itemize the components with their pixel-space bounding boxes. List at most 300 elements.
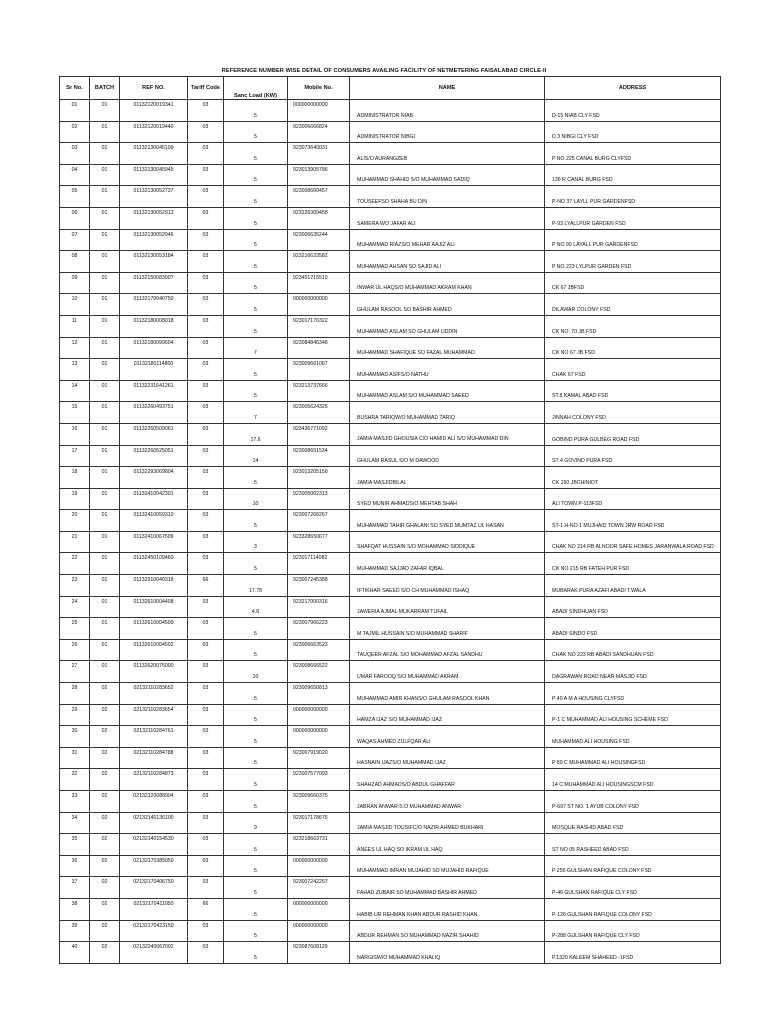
- consumer-address-cell: [545, 251, 721, 273]
- ref-no: 01132130045945: [133, 166, 174, 173]
- ref-no: 01132180008018: [133, 317, 174, 324]
- sr-no-cell: [60, 402, 90, 424]
- ref-no: 01132231641261: [133, 382, 174, 389]
- tariff-code: 03: [202, 469, 209, 476]
- table-row: [60, 423, 721, 445]
- consumer-name-cell: [350, 898, 545, 920]
- sr-no-cell: [60, 100, 90, 122]
- mobile-no: 923226309455: [293, 209, 328, 216]
- batch: 01: [101, 404, 108, 411]
- sr-no-cell: [60, 488, 90, 510]
- consumer-address: P.1320 KALEEM SHAHEED -1FSD: [552, 954, 634, 961]
- table-row: [60, 920, 721, 942]
- batch: 01: [101, 512, 108, 519]
- batch-cell: [90, 423, 120, 445]
- ref-no: 01132260525051: [133, 447, 174, 454]
- table-row: [60, 294, 721, 316]
- sr-no-cell: [60, 618, 90, 640]
- consumer-name-cell: [350, 251, 545, 273]
- sanc-load-cell: [224, 294, 288, 316]
- ref-no-cell: [120, 380, 188, 402]
- consumer-address-cell: [545, 898, 721, 920]
- consumer-name-cell: [350, 812, 545, 834]
- tariff-code-cell: [188, 510, 224, 532]
- sanc-load: 5: [254, 263, 257, 270]
- consumer-name: JAMIA MASJIDBILAL: [357, 479, 407, 486]
- consumer-address: MOSQUE RASHID ABAD FSD: [552, 825, 624, 832]
- mobile-no-cell: [288, 920, 350, 942]
- consumer-address-cell: [545, 683, 721, 705]
- sanc-load-cell: [224, 920, 288, 942]
- tariff-code-cell: [188, 553, 224, 575]
- mobile-no: 923008651534: [293, 447, 328, 454]
- sanc-load-cell: [224, 791, 288, 813]
- ref-no-cell: [120, 359, 188, 381]
- sr-no: 40: [71, 944, 78, 951]
- sr-no: 15: [71, 404, 78, 411]
- mobile-no-cell: [288, 575, 350, 597]
- consumer-name-cell: [350, 618, 545, 640]
- ref-no: 02132110283652: [133, 685, 174, 692]
- consumer-name: MUHAMMAD SAJJAD ZAFAR IQBAL: [357, 566, 444, 573]
- mobile-no: 000000000000: [293, 102, 328, 108]
- sanc-load: 5: [254, 846, 257, 853]
- consumer-address-cell: [545, 488, 721, 510]
- tariff-code: 03: [202, 166, 209, 173]
- consumer-name: M TAJMIL HUSSAIN S/O MUHAMMAD SHARIF: [357, 630, 468, 637]
- table-row: [60, 143, 721, 165]
- sr-no-cell: [60, 164, 90, 186]
- consumer-name: IFTIKHAR SAEED S/O CH MUHAMMAD ISHAQ: [357, 587, 470, 594]
- ref-no-cell: [120, 207, 188, 229]
- table-row: [60, 229, 721, 251]
- batch: 02: [101, 706, 108, 713]
- consumer-address-cell: [545, 877, 721, 899]
- ref-no-cell: [120, 639, 188, 661]
- table-row: [60, 639, 721, 661]
- ref-no: 01132180114800: [133, 361, 174, 368]
- consumer-address: P 40 A M A HOUSING CLYFSD: [552, 695, 625, 702]
- batch-cell: [90, 143, 120, 165]
- ref-no: 01132410059310: [133, 512, 174, 519]
- sanc-load-cell: [224, 359, 288, 381]
- batch-cell: [90, 877, 120, 899]
- sanc-load-cell: [224, 877, 288, 899]
- header-sr: Sr No.: [60, 77, 90, 100]
- ref-no-cell: [120, 747, 188, 769]
- sanc-load-cell: [224, 467, 288, 489]
- consumer-name-cell: [350, 121, 545, 143]
- ref-no: 01132130053184: [133, 253, 174, 260]
- mobile-no: 000000000000: [293, 922, 328, 929]
- sr-no: 11: [71, 317, 78, 324]
- consumer-address-cell: [545, 834, 721, 856]
- mobile-no: 923007577093: [293, 771, 328, 778]
- table-row: [60, 942, 721, 964]
- ref-no-cell: [120, 445, 188, 467]
- consumer-address-cell: [545, 186, 721, 208]
- ref-no-cell: [120, 683, 188, 705]
- consumer-name-cell: [350, 359, 545, 381]
- batch-cell: [90, 726, 120, 748]
- consumer-name: JAWERIA AJMAL MUKARRAM TUFAIL: [357, 609, 448, 616]
- sanc-load-cell: [224, 661, 288, 683]
- consumer-name-cell: [350, 553, 545, 575]
- sanc-load: 5: [254, 652, 257, 659]
- consumer-name: JAMIA MASJID GHOUSIA C/O HAMID ALI S/O MUHAMMAD DIN: [357, 436, 509, 443]
- batch: 02: [101, 944, 108, 951]
- ref-no: 01132130052946: [133, 231, 174, 238]
- mobile-no-cell: [288, 812, 350, 834]
- ref-no-cell: [120, 251, 188, 273]
- consumer-name: MUHAMMAD SHAHID S/O MUHAMMAD SADIQ: [357, 177, 470, 184]
- sr-no: 09: [71, 274, 78, 281]
- ref-no: 02132110283654: [133, 706, 174, 713]
- consumer-name-cell: [350, 445, 545, 467]
- sanc-load: 5: [254, 328, 257, 335]
- batch: 02: [101, 879, 108, 886]
- sr-no: 04: [71, 166, 78, 173]
- sanc-load: 5: [254, 782, 257, 788]
- ref-no: 01132610004502: [133, 641, 174, 648]
- sr-no-cell: [60, 942, 90, 964]
- tariff-code: 03: [202, 533, 209, 540]
- batch-cell: [90, 100, 120, 122]
- mobile-no: 923009660375: [293, 793, 328, 799]
- mobile-no: 923008660457: [293, 188, 328, 195]
- batch-cell: [90, 834, 120, 856]
- tariff-code: 03: [202, 382, 209, 389]
- sanc-load: 5: [254, 889, 257, 896]
- mobile-no-cell: [288, 877, 350, 899]
- sr-no-cell: [60, 898, 90, 920]
- tariff-code-cell: [188, 877, 224, 899]
- tariff-code: 03: [202, 274, 209, 281]
- tariff-code: 03: [202, 296, 209, 303]
- consumer-name-cell: [350, 510, 545, 532]
- tariff-code-cell: [188, 726, 224, 748]
- batch: 01: [101, 641, 108, 648]
- sanc-load: 7: [254, 414, 257, 421]
- tariff-code-cell: [188, 531, 224, 553]
- table-row: [60, 877, 721, 899]
- mobile-no-cell: [288, 488, 350, 510]
- consumer-name-cell: [350, 877, 545, 899]
- sr-no: 01: [71, 102, 78, 108]
- mobile-no-cell: [288, 315, 350, 337]
- sr-no: 27: [71, 663, 78, 670]
- tariff-code-cell: [188, 251, 224, 273]
- consumer-name-cell: [350, 942, 545, 964]
- batch-cell: [90, 553, 120, 575]
- mobile-no-cell: [288, 596, 350, 618]
- sanc-load: 5: [254, 371, 257, 378]
- sr-no: 17: [71, 447, 78, 454]
- tariff-code-cell: [188, 683, 224, 705]
- tariff-code-cell: [188, 272, 224, 294]
- consumer-address-cell: [545, 164, 721, 186]
- table-row: [60, 380, 721, 402]
- ref-no-cell: [120, 898, 188, 920]
- table-row: [60, 898, 721, 920]
- mobile-no: 923005624325: [293, 404, 328, 411]
- mobile-no-cell: [288, 380, 350, 402]
- consumer-address-cell: [545, 467, 721, 489]
- ref-no: 02132170406750: [133, 879, 174, 886]
- sanc-load-cell: [224, 402, 288, 424]
- mobile-no-cell: [288, 402, 350, 424]
- sanc-load-cell: [224, 942, 288, 964]
- sanc-load: 5: [254, 717, 257, 724]
- batch: 01: [101, 469, 108, 476]
- sr-no: 06: [71, 209, 78, 216]
- consumer-name: SHAHZAD AHMADS/O ABDUL GHAFFAR: [357, 782, 455, 788]
- batch-cell: [90, 207, 120, 229]
- tariff-code: 03: [202, 188, 209, 195]
- consumer-address-cell: [545, 423, 721, 445]
- tariff-code: 66: [202, 900, 209, 907]
- sanc-load: 5: [254, 954, 257, 961]
- tariff-code-cell: [188, 812, 224, 834]
- batch-cell: [90, 510, 120, 532]
- consumer-address-cell: [545, 618, 721, 640]
- mobile-no: 923017170322: [293, 317, 328, 324]
- batch-cell: [90, 618, 120, 640]
- sr-no: 14: [71, 382, 78, 389]
- consumer-address-cell: [545, 920, 721, 942]
- mobile-no-cell: [288, 769, 350, 791]
- mobile-no-cell: [288, 942, 350, 964]
- mobile-no: 923328650677: [293, 533, 328, 540]
- consumer-address: ABADI SINDO FSD: [552, 630, 598, 637]
- sr-no: 26: [71, 641, 78, 648]
- consumer-name: ADMINISTRATOR NIBGI: [357, 134, 416, 141]
- sanc-load: 5: [254, 198, 257, 205]
- sr-no: 13: [71, 361, 78, 368]
- table-row: [60, 272, 721, 294]
- tariff-code-cell: [188, 791, 224, 813]
- tariff-code-cell: [188, 467, 224, 489]
- ref-no: 02132170423150: [133, 922, 174, 929]
- sanc-load-cell: [224, 510, 288, 532]
- sanc-load: 5: [254, 695, 257, 702]
- sanc-load: 10: [252, 674, 259, 681]
- batch: 01: [101, 296, 108, 303]
- sr-no: 10: [71, 296, 78, 303]
- consumer-address: ST-1 H-NO 1 MUJHAID TOWN JRW ROAD FSD: [552, 522, 665, 529]
- tariff-code: 03: [202, 857, 209, 864]
- batch-cell: [90, 898, 120, 920]
- table-row: [60, 510, 721, 532]
- batch-cell: [90, 272, 120, 294]
- sr-no-cell: [60, 553, 90, 575]
- ref-no: 01132130052737: [133, 188, 174, 195]
- batch: 02: [101, 857, 108, 864]
- mobile-no: 923007966223: [293, 620, 328, 627]
- ref-no-cell: [120, 596, 188, 618]
- batch-cell: [90, 251, 120, 273]
- mobile-no: 923007919020: [293, 749, 328, 756]
- consumer-name-cell: [350, 726, 545, 748]
- sr-no-cell: [60, 445, 90, 467]
- ref-no-cell: [120, 855, 188, 877]
- ref-no: 02132170385050: [133, 857, 174, 864]
- ref-no: 01132260493751: [133, 404, 174, 411]
- batch: 01: [101, 620, 108, 627]
- batch: 01: [101, 663, 108, 670]
- consumer-name: SAMERA WO JAFAR ALI: [357, 220, 416, 227]
- tariff-code-cell: [188, 423, 224, 445]
- ref-no: 01132450109460: [133, 555, 174, 562]
- mobile-no: 923013205150: [293, 469, 328, 476]
- consumer-name-cell: [350, 855, 545, 877]
- ref-no: 01132260509061: [133, 425, 174, 432]
- header-row: [60, 77, 721, 100]
- batch-cell: [90, 380, 120, 402]
- sanc-load-cell: [224, 553, 288, 575]
- sanc-load-cell: [224, 272, 288, 294]
- consumer-address: 14 C MUHAMMAD ALI HOUSINGSCM FSD: [552, 782, 654, 788]
- table-row: [60, 553, 721, 575]
- mobile-no-cell: [288, 229, 350, 251]
- table-row: [60, 488, 721, 510]
- consumer-address: CHAK NO 223 RB ABADI SANDHUAN FSD: [552, 652, 654, 659]
- consumer-name: MUHAMMAD SHAFIQUE SO FAZAL MUHAMMAD: [357, 350, 475, 357]
- tariff-code: 03: [202, 145, 209, 152]
- sr-no-cell: [60, 596, 90, 618]
- tariff-code-cell: [188, 337, 224, 359]
- table-row: [60, 467, 721, 489]
- sr-no: 16: [71, 425, 78, 432]
- consumer-name: SYED MUNIR AHMADS/O MEHTAB SHAH: [357, 501, 457, 508]
- batch: 01: [101, 598, 108, 605]
- sanc-load-cell: [224, 229, 288, 251]
- consumer-address: P 89 C MUHAMMAD ALI HOUSINGFSD: [552, 760, 646, 767]
- sr-no: 33: [71, 793, 78, 799]
- sanc-load: 17.6: [250, 436, 261, 443]
- mobile-no: 923006635244: [293, 231, 328, 238]
- consumer-name-cell: [350, 791, 545, 813]
- tariff-code: 03: [202, 836, 209, 843]
- tariff-code: 03: [202, 231, 209, 238]
- consumer-name: JAMIA MASJID TOUSIFC/O NAZIR AHMED BUKHARI: [357, 825, 484, 832]
- sanc-load-cell: [224, 575, 288, 597]
- mobile-no-cell: [288, 272, 350, 294]
- tariff-code: 03: [202, 598, 209, 605]
- batch: 01: [101, 447, 108, 454]
- sanc-load: 5: [254, 242, 257, 249]
- consumer-address-cell: [545, 294, 721, 316]
- batch-cell: [90, 704, 120, 726]
- tariff-code: 03: [202, 663, 209, 670]
- consumer-address: P-NO 37 LAYLL PUR GARDENFSD: [552, 198, 636, 205]
- consumer-name-cell: [350, 769, 545, 791]
- consumer-name-cell: [350, 531, 545, 553]
- sanc-load: 5: [254, 155, 257, 162]
- header-address: ADDRESS: [545, 77, 721, 100]
- mobile-no: 923451715510: [293, 274, 328, 281]
- sr-no: 02: [71, 123, 78, 130]
- consumer-address-cell: [545, 445, 721, 467]
- consumer-name-cell: [350, 704, 545, 726]
- sanc-load-cell: [224, 488, 288, 510]
- consumer-address: CHAK 67 FSD: [552, 371, 586, 378]
- consumer-name-cell: [350, 186, 545, 208]
- mobile-no-cell: [288, 510, 350, 532]
- batch-cell: [90, 661, 120, 683]
- ref-no-cell: [120, 726, 188, 748]
- sanc-load: 3: [254, 544, 257, 551]
- ref-no: 02132170411950: [133, 900, 174, 907]
- mobile-no-cell: [288, 661, 350, 683]
- tariff-code-cell: [188, 942, 224, 964]
- sanc-load: 5: [254, 738, 257, 745]
- tariff-code-cell: [188, 488, 224, 510]
- consumer-address-cell: [545, 100, 721, 122]
- batch: 01: [101, 253, 108, 260]
- mobile-no: 000000000000: [293, 900, 328, 907]
- consumer-name: TOUSEEFSO SHAHA BU DIN: [357, 198, 427, 205]
- ref-no-cell: [120, 467, 188, 489]
- table-row: [60, 661, 721, 683]
- batch-cell: [90, 488, 120, 510]
- ref-no: 01132410042301: [133, 490, 174, 497]
- ref-no: 01132170040750: [133, 296, 174, 303]
- batch: 01: [101, 123, 108, 130]
- consumer-name: MUHAMMAD ASLAM S/O MUHAMMAD SAEED: [357, 393, 469, 400]
- mobile-no: 000000000000: [293, 728, 328, 735]
- ref-no-cell: [120, 510, 188, 532]
- batch-cell: [90, 942, 120, 964]
- mobile-no-cell: [288, 164, 350, 186]
- mobile-no: 923009661067: [293, 361, 328, 368]
- tariff-code-cell: [188, 618, 224, 640]
- sr-no: 23: [71, 577, 78, 584]
- mobile-no: 923213737666: [293, 382, 328, 389]
- mobile-no-cell: [288, 726, 350, 748]
- batch: 01: [101, 145, 108, 152]
- batch: 02: [101, 793, 108, 799]
- batch-cell: [90, 683, 120, 705]
- tariff-code: 03: [202, 922, 209, 929]
- consumer-name-cell: [350, 920, 545, 942]
- sanc-load-cell: [224, 747, 288, 769]
- sr-no-cell: [60, 207, 90, 229]
- table-row: [60, 812, 721, 834]
- ref-no-cell: [120, 294, 188, 316]
- consumer-address-cell: [545, 121, 721, 143]
- consumer-name: TAUQEER AFZAL S/O MOHAMMAD AFZAL SANDHU: [357, 652, 483, 659]
- consumer-name-cell: [350, 164, 545, 186]
- consumer-address: CHAK NO 214 RB ALNOOR SAFE HOMES JARANWALA ROAD FSD: [552, 544, 714, 551]
- ref-no-cell: [120, 553, 188, 575]
- ref-no: 02132110284788: [133, 749, 174, 756]
- batch: 01: [101, 166, 108, 173]
- table-row: [60, 855, 721, 877]
- consumer-address-cell: [545, 596, 721, 618]
- sanc-load-cell: [224, 143, 288, 165]
- mobile-no-cell: [288, 337, 350, 359]
- consumer-name-cell: [350, 143, 545, 165]
- ref-no: 01132120019440: [133, 123, 174, 130]
- mobile-no: 923006663523: [293, 641, 328, 648]
- ref-no: 01132120019341: [133, 102, 174, 108]
- sanc-load-cell: [224, 683, 288, 705]
- sr-no-cell: [60, 791, 90, 813]
- mobile-no: 923087608129: [293, 944, 328, 951]
- sr-no-cell: [60, 834, 90, 856]
- batch: 02: [101, 728, 108, 735]
